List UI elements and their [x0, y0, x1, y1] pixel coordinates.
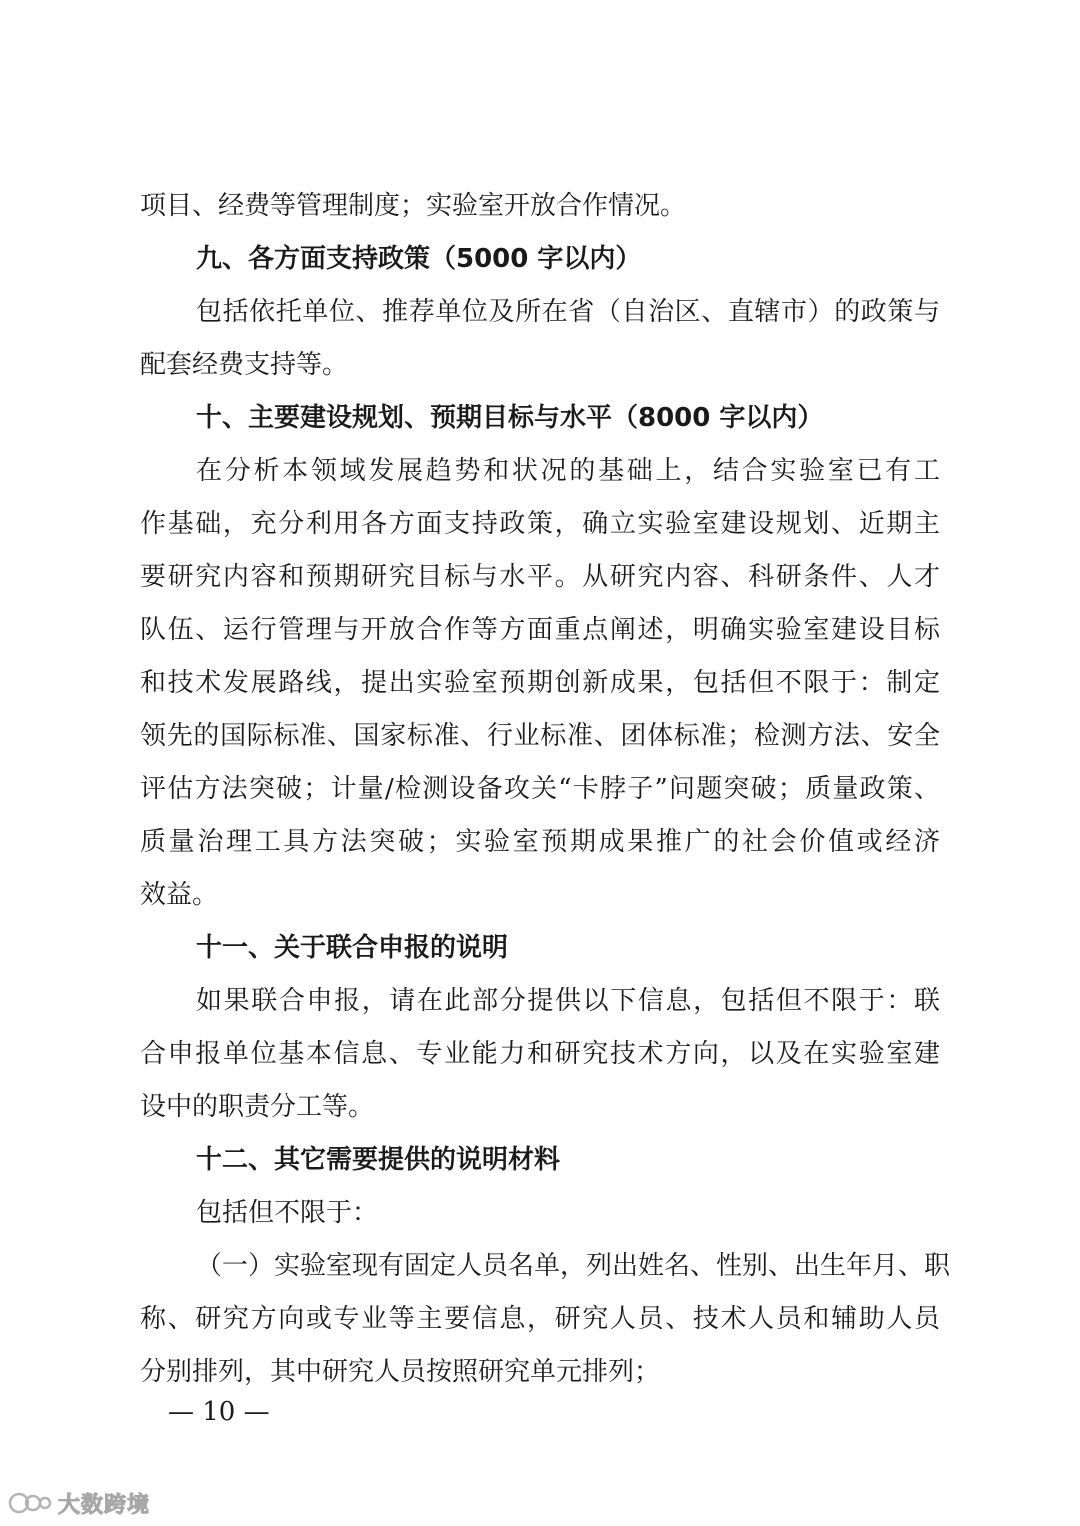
- body-line-11: 领先的国际标准、国家标准、行业标准、团体标准；检测方法、安全: [140, 721, 940, 751]
- body-line-9: 队伍、运行管理与开放合作等方面重点阐述，明确实验室建设目标: [140, 615, 940, 645]
- brand-logo-icon: [8, 1488, 52, 1518]
- body-line-6: 在分析本领域发展趋势和状况的基础上，结合实验室已有工: [196, 456, 940, 486]
- section-heading-12: 十二、其它需要提供的说明材料: [196, 1145, 561, 1175]
- body-line-12: 评估方法突破；计量/检测设备攻关“卡脖子”问题突破；质量政策、: [140, 774, 940, 804]
- body-line-13: 质量治理工具方法突破；实验室预期成果推广的社会价值或经济: [140, 827, 940, 857]
- section-heading-9: 九、各方面支持政策（5000 字以内）: [196, 244, 642, 274]
- body-line-3: 包括依托单位、推荐单位及所在省（自治区、直辖市）的政策与: [196, 297, 940, 327]
- body-line-14: 效益。: [140, 880, 219, 910]
- body-line-21: （一）实验室现有固定人员名单，列出姓名、性别、出生年月、职: [196, 1251, 951, 1281]
- watermark: [8, 1488, 150, 1518]
- body-line-23: 分别排列，其中研究人员按照研究单元排列；: [140, 1357, 661, 1387]
- body-line-17: 合申报单位基本信息、专业能力和研究技术方向，以及在实验室建: [140, 1039, 940, 1069]
- body-line-1: 项目、经费等管理制度；实验室开放合作情况。: [140, 191, 687, 221]
- body-line-16: 如果联合申报，请在此部分提供以下信息，包括但不限于：联: [196, 986, 940, 1016]
- section-heading-10: 十、主要建设规划、预期目标与水平（8000 字以内）: [196, 403, 824, 433]
- body-line-7: 作基础，充分利用各方面支持政策，确立实验室建设规划、近期主: [140, 509, 940, 539]
- body-line-4: 配套经费支持等。: [140, 350, 349, 380]
- body-line-18: 设中的职责分工等。: [140, 1092, 375, 1122]
- body-line-22: 称、研究方向或专业等主要信息，研究人员、技术人员和辅助人员: [140, 1304, 940, 1334]
- page-number: — 10 —: [168, 1397, 270, 1427]
- body-line-8: 要研究内容和预期研究目标与水平。从研究内容、科研条件、人才: [140, 562, 940, 592]
- body-line-10: 和技术发展路线，提出实验室预期创新成果，包括但不限于：制定: [140, 668, 940, 698]
- body-line-20: 包括但不限于：: [196, 1198, 379, 1228]
- watermark-text: 大数跨境: [58, 1492, 151, 1518]
- section-heading-11: 十一、关于联合申报的说明: [196, 933, 509, 963]
